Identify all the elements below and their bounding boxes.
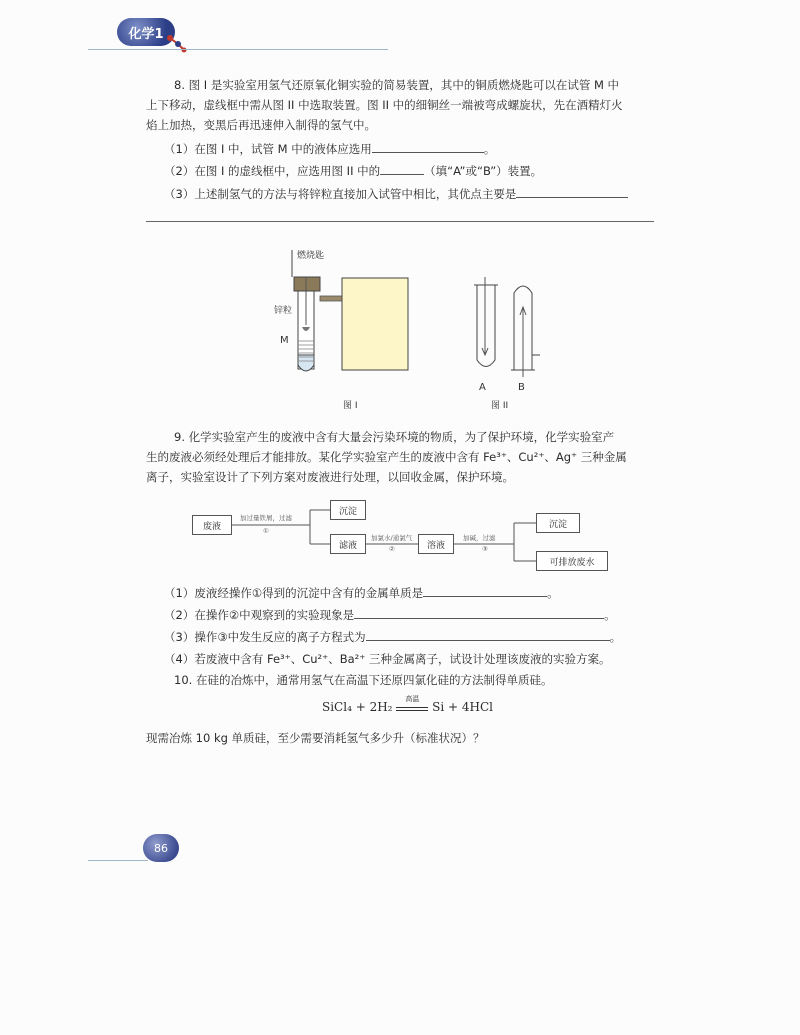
flow-box-solution: 溶液 <box>418 534 454 554</box>
q8-intro-line1: 8. 图 I 是实验室用氢气还原氧化铜实验的简易装置，其中的铜质燃烧匙可以在试管 M 中 <box>174 78 620 92</box>
q9-intro-line1: 9. 化学实验室产生的废液中含有大量会污染环境的物质，为了保护环境，化学实验室产 <box>174 430 615 444</box>
equation-right: Si + 4HCl <box>432 700 494 714</box>
flow-op2-label: 加氯水/通氯气 <box>371 534 413 542</box>
flow-op1-label: 加过量铁屑，过滤 <box>240 514 292 522</box>
flow-op2-number: ② <box>389 545 395 553</box>
q10-intro: 10. 在硅的冶炼中，通常用氢气在高温下还原四氯化硅的方法制得单质硅。 <box>174 673 553 687</box>
q9-sub1-end: 。 <box>547 586 559 600</box>
label-m: M <box>280 335 289 346</box>
q9-sub2-end: 。 <box>604 608 616 622</box>
q9-sub3-end: 。 <box>609 630 622 644</box>
answer-blank[interactable] <box>354 618 604 619</box>
q8-subquestion-1 <box>164 140 495 158</box>
q8-subquestion-2 <box>164 162 542 180</box>
label-b: B <box>518 382 525 393</box>
q9-sub2-text: （2）在操作②中观察到的实验现象是 <box>164 608 355 622</box>
flow-box-precipitate-2: 沉淀 <box>536 513 580 533</box>
q9-subquestion-2 <box>164 606 616 624</box>
chapter-badge: 化学1 <box>117 18 175 46</box>
q8-intro-line3: 焰上加热，变黑后再迅速伸入制得的氢气中。 <box>146 118 376 132</box>
q9-intro-line2: 生的废液必须经处理后才能排放。某化学实验室产生的废液中含有 Fe³⁺、Cu²⁺、Ag⁺ 三种金属 <box>146 450 627 464</box>
flow-box-discharge: 可排放废水 <box>536 551 608 571</box>
answer-blank[interactable] <box>423 596 547 597</box>
footer-rule <box>88 860 148 861</box>
label-zinc: 锌粒 <box>274 306 293 316</box>
q9-subquestion-1 <box>164 584 559 602</box>
figure-1-caption: 图 I <box>343 401 358 411</box>
apparatus-figure <box>250 245 570 420</box>
equation-left: SiCl₄ + 2H₂ <box>322 700 393 714</box>
figure-1-apparatus <box>292 250 408 371</box>
q8-sub3-text: （3）上述制氢气的方法与将锌粒直接加入试管中相比，其优点主要是 <box>164 187 517 201</box>
q9-subquestion-3 <box>164 628 621 646</box>
flow-box-precipitate-1: 沉淀 <box>330 500 366 520</box>
answer-blank[interactable] <box>380 174 424 175</box>
flow-op3-label: 加碱，过滤 <box>463 534 496 542</box>
flow-box-waste: 废液 <box>192 515 232 535</box>
q9-sub3-text: （3）操作③中发生反应的离子方程式为 <box>164 630 366 644</box>
figure-2-apparatus <box>474 277 540 377</box>
q9-intro-line3: 离子，实验室设计了下列方案对废液进行处理，以回收金属，保护环境。 <box>146 470 514 484</box>
flow-op3-number: ③ <box>482 545 488 553</box>
q8-subquestion-3 <box>164 185 628 203</box>
q9-sub1-text: （1）废液经操作①得到的沉淀中含有的金属单质是 <box>164 586 424 600</box>
q8-sub1-text: （1）在图 I 中，试管 M 中的液体应选用 <box>164 142 372 156</box>
q9-subquestion-4: （4）若废液中含有 Fe³⁺、Cu²⁺、Ba²⁺ 三种金属离子，试设计处理该废液的实验方案。 <box>164 652 611 666</box>
equation-condition: 高温 <box>405 694 420 703</box>
q10-question: 现需冶炼 10 kg 单质硅，至少需要消耗氢气多少升（标准状况）？ <box>146 731 485 745</box>
answer-blank[interactable] <box>516 197 628 198</box>
figure-2-caption: 图 II <box>491 401 509 411</box>
q8-sub1-end: 。 <box>483 142 496 156</box>
reaction-equation <box>322 694 494 714</box>
header-rule <box>88 49 388 50</box>
molecule-icon <box>166 32 188 54</box>
equation-arrow <box>396 694 428 711</box>
flow-box-filtrate: 滤液 <box>330 534 366 554</box>
flow-op1-number: ① <box>263 527 269 535</box>
answer-line[interactable] <box>146 221 654 222</box>
label-spoon: 燃烧匙 <box>297 251 325 261</box>
answer-blank[interactable] <box>366 640 610 641</box>
q8-intro-line2: 上下移动，虚线框中需从图 II 中选取装置。图 II 中的细铜丝一端被弯成螺旋状，先在酒精灯火 <box>146 98 623 112</box>
q8-sub2-text: （2）在图 I 的虚线框中，应选用图 II 中的 <box>164 164 381 178</box>
page-number: 86 <box>143 834 179 862</box>
label-a: A <box>479 382 486 393</box>
q8-sub2-end: （填“A”或“B”）装置。 <box>424 164 543 178</box>
answer-blank[interactable] <box>372 152 484 153</box>
